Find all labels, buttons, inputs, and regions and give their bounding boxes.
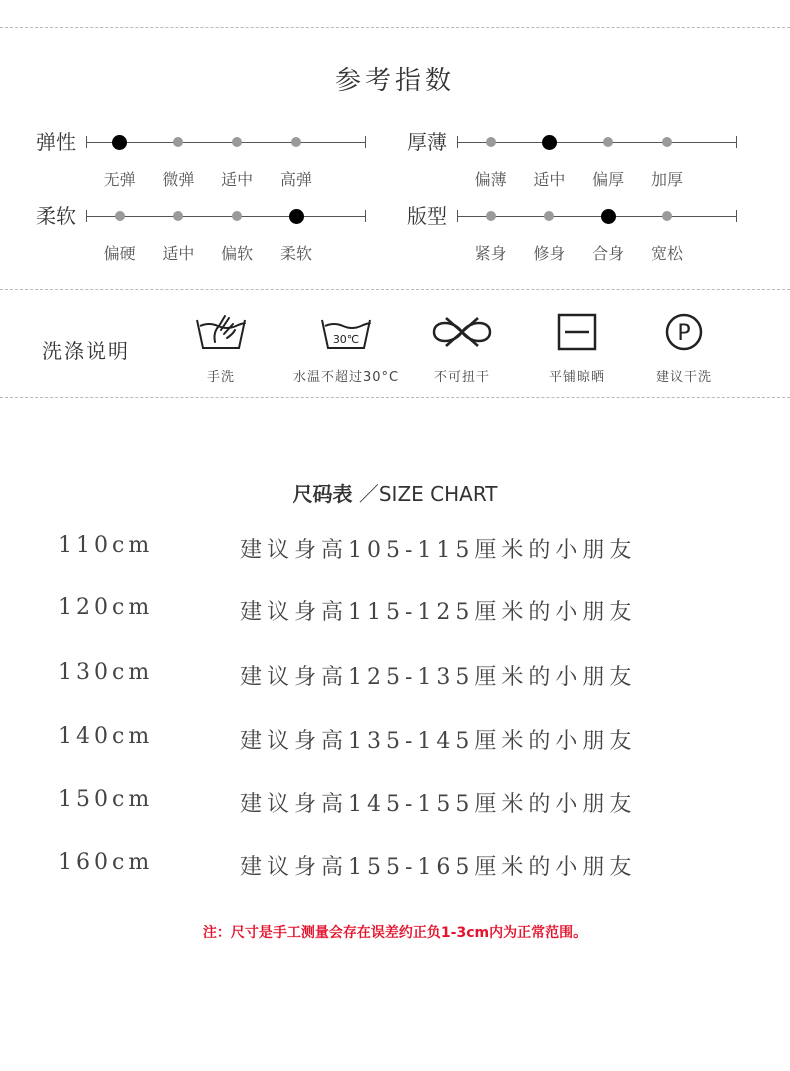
- scale-thickness: [407, 130, 737, 200]
- size-chart-title-en: SIZE CHART: [378, 482, 498, 506]
- scale-option-label: 适中: [162, 244, 195, 263]
- scale-dot: [486, 137, 496, 147]
- scale-name: 版型: [407, 204, 447, 228]
- scale-option-label: 合身: [592, 244, 625, 263]
- scale-track: [457, 130, 737, 189]
- scale-option-label: 加厚: [650, 170, 683, 189]
- scale-tick: [365, 210, 366, 222]
- size-value: 160cm: [58, 850, 154, 875]
- scale-option-label: 修身: [533, 244, 566, 263]
- size-value: 120cm: [58, 595, 154, 620]
- scale-tick: [86, 210, 87, 222]
- scale-line: [86, 216, 366, 217]
- wash-item-water-temp: [281, 312, 411, 385]
- size-chart-title-cn: 尺码表: [292, 482, 353, 506]
- scale-track: [457, 204, 737, 263]
- section-divider: [0, 397, 790, 398]
- scale-option-label: 无弹: [103, 170, 136, 189]
- size-row: [0, 533, 790, 573]
- hand-wash-icon: [191, 312, 251, 352]
- scale-option-label: 偏软: [221, 244, 254, 263]
- scale-tick: [365, 136, 366, 148]
- scale-line: [457, 216, 737, 217]
- scale-tick: [736, 210, 737, 222]
- dry-flat-icon: [555, 312, 599, 352]
- measurement-note: 注：尺寸是手工测量会存在误差约正负1-3cm内为正常范围。: [202, 925, 588, 941]
- wash-label: 手洗: [206, 370, 235, 385]
- scale-name: 厚薄: [407, 130, 447, 154]
- scale-option-label: 偏厚: [592, 170, 625, 189]
- scale-name: 柔软: [36, 204, 76, 228]
- wash-label: 不可扭干: [433, 370, 490, 385]
- scale-dot: [662, 211, 672, 221]
- size-description: 建议身高155-165厘米的小朋友: [240, 855, 637, 880]
- size-value: 150cm: [58, 787, 154, 812]
- top-divider: [0, 27, 790, 28]
- dry-clean-icon: [662, 312, 706, 352]
- wash-label: 建议干洗: [655, 370, 712, 385]
- scale-dot-selected: [542, 135, 557, 150]
- size-description: 建议身高125-135厘米的小朋友: [240, 665, 637, 690]
- scale-dot-selected: [112, 135, 127, 150]
- size-value: 130cm: [58, 660, 154, 685]
- size-value: 110cm: [58, 533, 154, 558]
- scale-option-label: 微弹: [162, 170, 195, 189]
- scale-tick: [86, 136, 87, 148]
- size-description: 建议身高115-125厘米的小朋友: [240, 600, 637, 625]
- scale-dot: [115, 211, 125, 221]
- scale-dot: [232, 211, 242, 221]
- size-row: [0, 595, 790, 635]
- scale-track: [86, 130, 366, 189]
- size-row: [0, 660, 790, 700]
- scale-fit: [407, 204, 737, 274]
- scale-line: [86, 142, 366, 143]
- scale-dot: [173, 137, 183, 147]
- scale-option-label: 紧身: [474, 244, 507, 263]
- wash-label: 水温不超过30°C: [292, 370, 400, 385]
- wash-title: 洗涤说明: [42, 339, 130, 363]
- scale-option-label: 柔软: [279, 244, 312, 263]
- scale-dot: [232, 137, 242, 147]
- scale-tick: [457, 210, 458, 222]
- scale-dot: [291, 137, 301, 147]
- size-row: [0, 724, 790, 764]
- no-wring-icon: [424, 312, 500, 352]
- scale-option-label: 偏硬: [103, 244, 136, 263]
- scale-name: 弹性: [36, 130, 76, 154]
- wash-item-dry-clean: [619, 312, 749, 385]
- size-row: [0, 787, 790, 827]
- scale-dot: [544, 211, 554, 221]
- scale-softness: [36, 204, 366, 274]
- scale-option-label: 适中: [221, 170, 254, 189]
- scale-dot-selected: [289, 209, 304, 224]
- dry-clean-icon-text: P: [677, 321, 691, 346]
- scale-option-label: 适中: [533, 170, 566, 189]
- reference-title: 参考指数: [334, 66, 455, 96]
- scale-dot: [662, 137, 672, 147]
- scale-option-label: 偏薄: [474, 170, 507, 189]
- wash-item-hand-wash: [156, 312, 286, 385]
- scale-tick: [736, 136, 737, 148]
- size-chart-title: [0, 478, 790, 507]
- scale-track: [86, 204, 366, 263]
- scale-elasticity: [36, 130, 366, 200]
- scale-option-label: 宽松: [650, 244, 683, 263]
- size-description: 建议身高105-115厘米的小朋友: [240, 538, 637, 563]
- size-description: 建议身高135-145厘米的小朋友: [240, 729, 637, 754]
- size-chart-title-sep: ／: [358, 482, 379, 506]
- scale-line: [457, 142, 737, 143]
- scale-dot: [603, 137, 613, 147]
- size-value: 140cm: [58, 724, 154, 749]
- scale-tick: [457, 136, 458, 148]
- scale-dot: [486, 211, 496, 221]
- wash-item-no-wring: [397, 312, 527, 385]
- section-divider: [0, 289, 790, 290]
- size-row: [0, 850, 790, 890]
- water-temp-icon-text: 30℃: [332, 333, 360, 346]
- wash-label: 平铺晾晒: [548, 370, 605, 385]
- scale-dot-selected: [601, 209, 616, 224]
- size-description: 建议身高145-155厘米的小朋友: [240, 792, 637, 817]
- water-temp-icon: [316, 312, 376, 352]
- scale-option-label: 高弹: [279, 170, 312, 189]
- scale-dot: [173, 211, 183, 221]
